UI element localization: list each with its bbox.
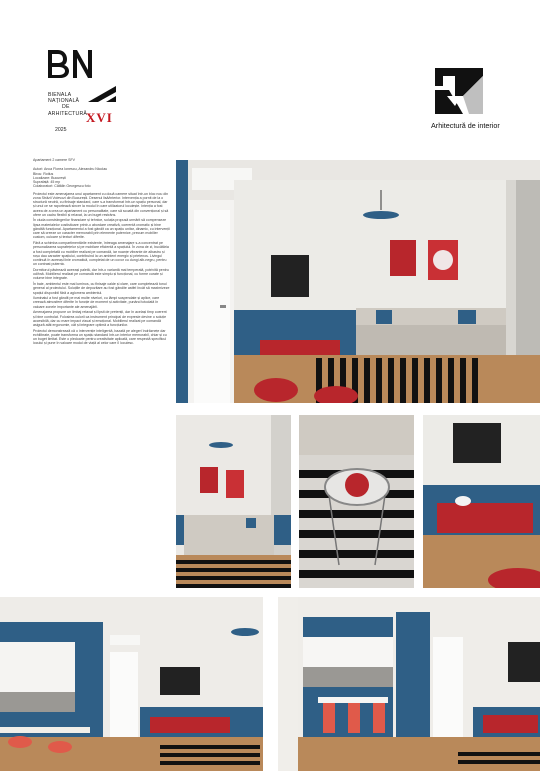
- bna-caption-line: BIENALA: [48, 92, 72, 98]
- paragraph: Proiectul este amenajarea unui apartament cu două camere situat într-un bloc nou din zona Străzii Voievozi din București. Desenul lisă/interior. Intervenția a pornit de la o structură neutră, cu finisaje standard, care s-a transformat într-un spațiu personal, dar și unul ce se raportează sincer la modul în care utilizatorul locuiește. Intenția a fost aceea de a crea un apartament cu personalitate, care să scoată din convențional și să ofere un cadru flexibil și relaxat, la un buget restrâns.: [33, 191, 169, 217]
- photo-living-room-main: [176, 160, 540, 403]
- bna-caption-line: ARHITECTURĂ: [48, 110, 88, 117]
- paragraph: Amenajarea propune un limbaj relaxat și lipsit de pretenții, dar în același timp coerent și bine controlat. Folosirea culorii ca instrument principal de expresie devine o soluție accesibilă, dar cu mare impact vizual și emoțional. Mobilierul realizat pe comandă asigură atât ergonomie, cât și integrare optimă a funcțiunilor.: [33, 310, 167, 328]
- bna-caption-line: DE: [62, 104, 70, 111]
- project-meta: [33, 167, 170, 188]
- interior-architecture-logo: [433, 66, 485, 116]
- project-title: Apartament 2 camere SFV: [33, 158, 75, 162]
- meta-location: Localizare: București: [33, 175, 66, 180]
- paragraph: Iluminatul a fost gândit pe mai multe niveluri, cu lămpi suspendate și aplice, care creează atmosfere diferite în funcție de moment și activitate, punând totodată în valoare zonele importante ale amenajării.: [33, 296, 160, 309]
- paragraph: Dormitorul păstrează aceeași paletă, dar într-o variantă mai temperată, potrivită pentru odihnă. Mobilierul realizat pe comandă este simplu și funcțional, cu forme curate și volume bine integrate.: [33, 267, 169, 281]
- bna-caption-line: NAȚIONALĂ: [48, 98, 80, 105]
- meta-area: Suprafață: 45 mp: [33, 180, 61, 184]
- photo-tv-console-detail: [423, 415, 540, 588]
- bna-edition: XVI: [86, 110, 113, 125]
- paragraph: Fără a schimba compartimentările existente, întreaga amenajare s-a concentrat pe personalizarea suprafețelor și pe mobilare eficientă a spațiului. În zona de zi, bucătăria a fost completată cu mobilier realizat pe comandă, iar nuanțe vibrante de albastru și roșu dau caracter spațiului, contribuind la un ambient energic și prietenos. Livingul continuă în aceeași linie cromatică, completat de un covor cu dungi alb-negru, pentru un contrast puternic.: [33, 241, 169, 267]
- photo-living-sofa-view: [176, 415, 291, 588]
- paragraph: Proiectul demonstrează că o intervenție inteligentă, bazată pe alegeri îndrăznețe dar echilibrate, poate transforma un spațiu standard într-un interior memorabil, chiar și cu un buget limitat. Este o pledoarie pentru creativitate aplicată, care respectă specificul locului și pune în valoare modul de viață al celor care îl locuiesc.: [33, 328, 167, 346]
- photo-kitchen-dining-view: [0, 597, 263, 771]
- paragraph: În baie, ambientul este mai luminos, cu finisaje calde și clare, care completează tonul general al proiectului. Soluțiile de depozitare au fost gândite astfel încât să maximizeze spațiul disponibil fără a aglomera ambientul.: [33, 282, 170, 295]
- photo-side-table-detail: [299, 415, 414, 588]
- photo-kitchen-table-view: [278, 597, 540, 771]
- project-description: [33, 158, 170, 347]
- section-title: Arhitectură de interior: [431, 121, 500, 130]
- meta-authors: Autori: Anca Florea Ionescu, Alexandru Nicolau: [33, 167, 108, 172]
- bna-year: 2025: [55, 127, 67, 133]
- paragraph: În ciuda constrângerilor financiare și tehnice, soluția propusă urmărit să compenseze lipsa materialelor costisitoare printr-o abordare creativă, coerentă cromatic și bine gândită funcțional. Apartamentul a fost gândit ca un spațiu unitar, dinamic, cu intervenții care să creeze un caracter memorabil prin elemente puternice, precum mobilier custom, culoare și texturi diferite.: [33, 218, 170, 240]
- meta-collaborators: Colaboratori: Cătălin Georgescu foto: [33, 184, 91, 189]
- meta-office: Birou: Rotlus: [33, 171, 54, 176]
